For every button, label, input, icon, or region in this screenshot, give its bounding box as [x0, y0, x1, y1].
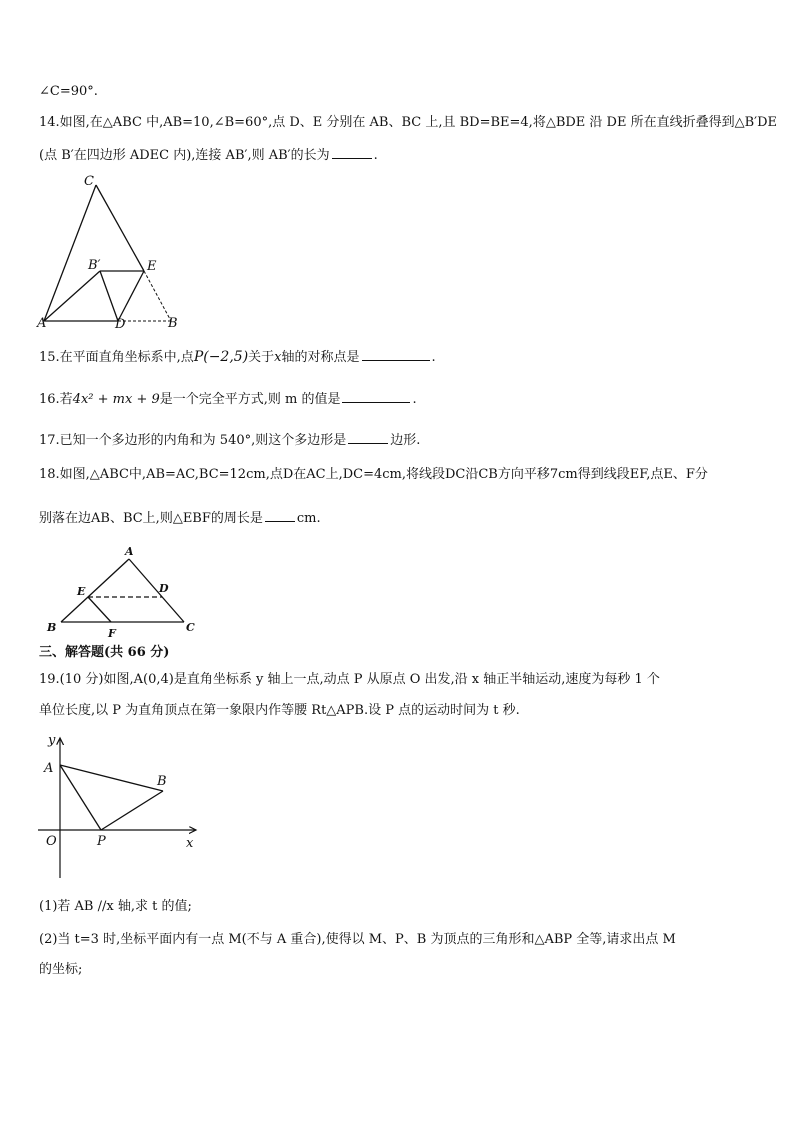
question-15-line: 15.在平面直角坐标系中,点P(−2,5)关于x轴的对称点是 .	[39, 349, 436, 365]
fig19-label-o: O	[46, 834, 57, 849]
answer-blank-16[interactable]	[342, 390, 410, 403]
fig18-label-d: D	[159, 582, 169, 595]
question-18-text-3: cm.	[296, 511, 321, 526]
question-19-part-2-line-1	[39, 932, 676, 948]
question-16-text-post: 是一个完全平方式,则 m 的值是	[159, 392, 341, 407]
answer-blank-15[interactable]	[362, 348, 430, 361]
fig19-label-a: A	[44, 761, 54, 776]
prev-answer-line	[39, 84, 98, 100]
fig14-seg-bpd	[100, 271, 118, 321]
fig14-seg-de	[118, 271, 144, 321]
fig18-label-c: C	[186, 621, 195, 634]
question-19-part-1	[39, 899, 192, 915]
figure-18	[44, 544, 214, 644]
question-19-part-2-line-2	[39, 962, 82, 978]
fig18-seg-ef	[88, 597, 111, 622]
fig14-label-bprime: B′	[88, 258, 101, 273]
question-17-text-post: 边形.	[390, 433, 421, 448]
fig14-label-b: B	[168, 316, 178, 331]
question-18-text-1: 18.如图,△ABC中,AB=AC,BC=12cm,点D在AC上,DC=4cm,将线段DC沿CB方向平移7cm得到线段EF,点E、F分	[39, 467, 708, 482]
answer-blank-14[interactable]	[332, 146, 372, 159]
question-18-line-2	[39, 509, 321, 527]
question-15-point: P(−2,5)	[193, 349, 249, 365]
question-18-line-1	[39, 467, 708, 483]
question-15-text-mid: 关于	[248, 350, 275, 365]
figure-14	[30, 172, 190, 332]
fig14-label-c: C	[84, 174, 94, 189]
question-19-part-2-text-1: (2)当 t=3 时,坐标平面内有一点 M(不与 A 重合),使得以 M、P、B 为顶点的三角形和△ABP 全等,请求出点 M	[39, 932, 676, 947]
question-14-line-1	[39, 115, 777, 131]
question-17-text-pre: 17.已知一个多边形的内角和为 540°,则这个多边形是	[39, 433, 347, 448]
question-19-line-1	[39, 672, 660, 688]
question-19-text-2: 单位长度,以 P 为直角顶点在第一象限内作等腰 Rt△APB.设 P 点的运动时间为 t 秒.	[39, 703, 520, 718]
prev-answer-text: ∠C=90°.	[39, 84, 98, 99]
section-3-title: 三、解答题(共 66 分)	[39, 645, 170, 660]
fig18-label-f: F	[108, 627, 116, 640]
question-14-line-2: (点 B′在四边形 ADEC 内),连接 AB′,则 AB′的长为 .	[39, 148, 378, 163]
question-18-text-2: 别落在边AB、BC上,则△EBF的周长是	[39, 511, 263, 526]
fig14-seg-abp	[44, 271, 100, 321]
fig18-label-b: B	[47, 621, 57, 634]
fig19-label-y: y	[48, 733, 56, 748]
fig14-side-cb	[96, 185, 144, 271]
fig14-label-d: D	[115, 317, 126, 332]
fig19-seg-ab	[60, 765, 163, 791]
question-15-axis: x	[274, 350, 282, 365]
fig18-label-a: A	[125, 545, 134, 558]
fig18-side-ab	[61, 559, 129, 622]
question-19-part-1-text: (1)若 AB //x 轴,求 t 的值;	[39, 899, 192, 914]
fig19-label-p: P	[97, 834, 106, 849]
answer-blank-17[interactable]	[348, 431, 388, 444]
question-19-part-2-text-2: 的坐标;	[39, 962, 83, 977]
question-19-text-1: 19.(10 分)如图,A(0,4)是直角坐标系 y 轴上一点,动点 P 从原点 O 出发,沿 x 轴正半轴运动,速度为每秒 1 个	[39, 672, 660, 687]
question-17-line	[39, 431, 420, 449]
question-14-text-2: (点 B′在四边形 ADEC 内),连接 AB′,则 AB′的长为	[39, 148, 330, 163]
fig19-label-x: x	[186, 836, 194, 851]
question-15-text-post: 轴的对称点是	[281, 350, 360, 365]
fig19-label-b: B	[157, 774, 167, 789]
question-15-text-pre: 15.在平面直角坐标系中,点	[39, 350, 194, 365]
fig18-side-ac	[129, 559, 184, 622]
question-19-line-2	[39, 703, 520, 719]
question-16-text-pre: 16.若	[39, 392, 73, 407]
fig19-seg-pb	[101, 791, 163, 830]
figure-19	[36, 733, 206, 883]
question-16-line: 16.若4x² + mx + 9是一个完全平方式,则 m 的值是 .	[39, 392, 417, 407]
fig19-seg-ap	[60, 765, 101, 830]
answer-blank-18[interactable]	[265, 509, 295, 522]
fig18-label-e: E	[77, 585, 86, 598]
fig14-label-a: A	[37, 316, 47, 331]
section-3-heading	[39, 645, 169, 661]
fig14-label-e: E	[147, 259, 157, 274]
fig14-dashed-eb	[144, 271, 171, 321]
question-14-text-1: 14.如图,在△ABC 中,AB=10,∠B=60°,点 D、E 分别在 AB、BC 上,且 BD=BE=4,将△BDE 沿 DE 所在直线折叠得到△B′DE	[39, 115, 778, 130]
question-16-expression: 4x² + mx + 9	[72, 392, 160, 407]
fig14-side-ac	[44, 185, 96, 321]
